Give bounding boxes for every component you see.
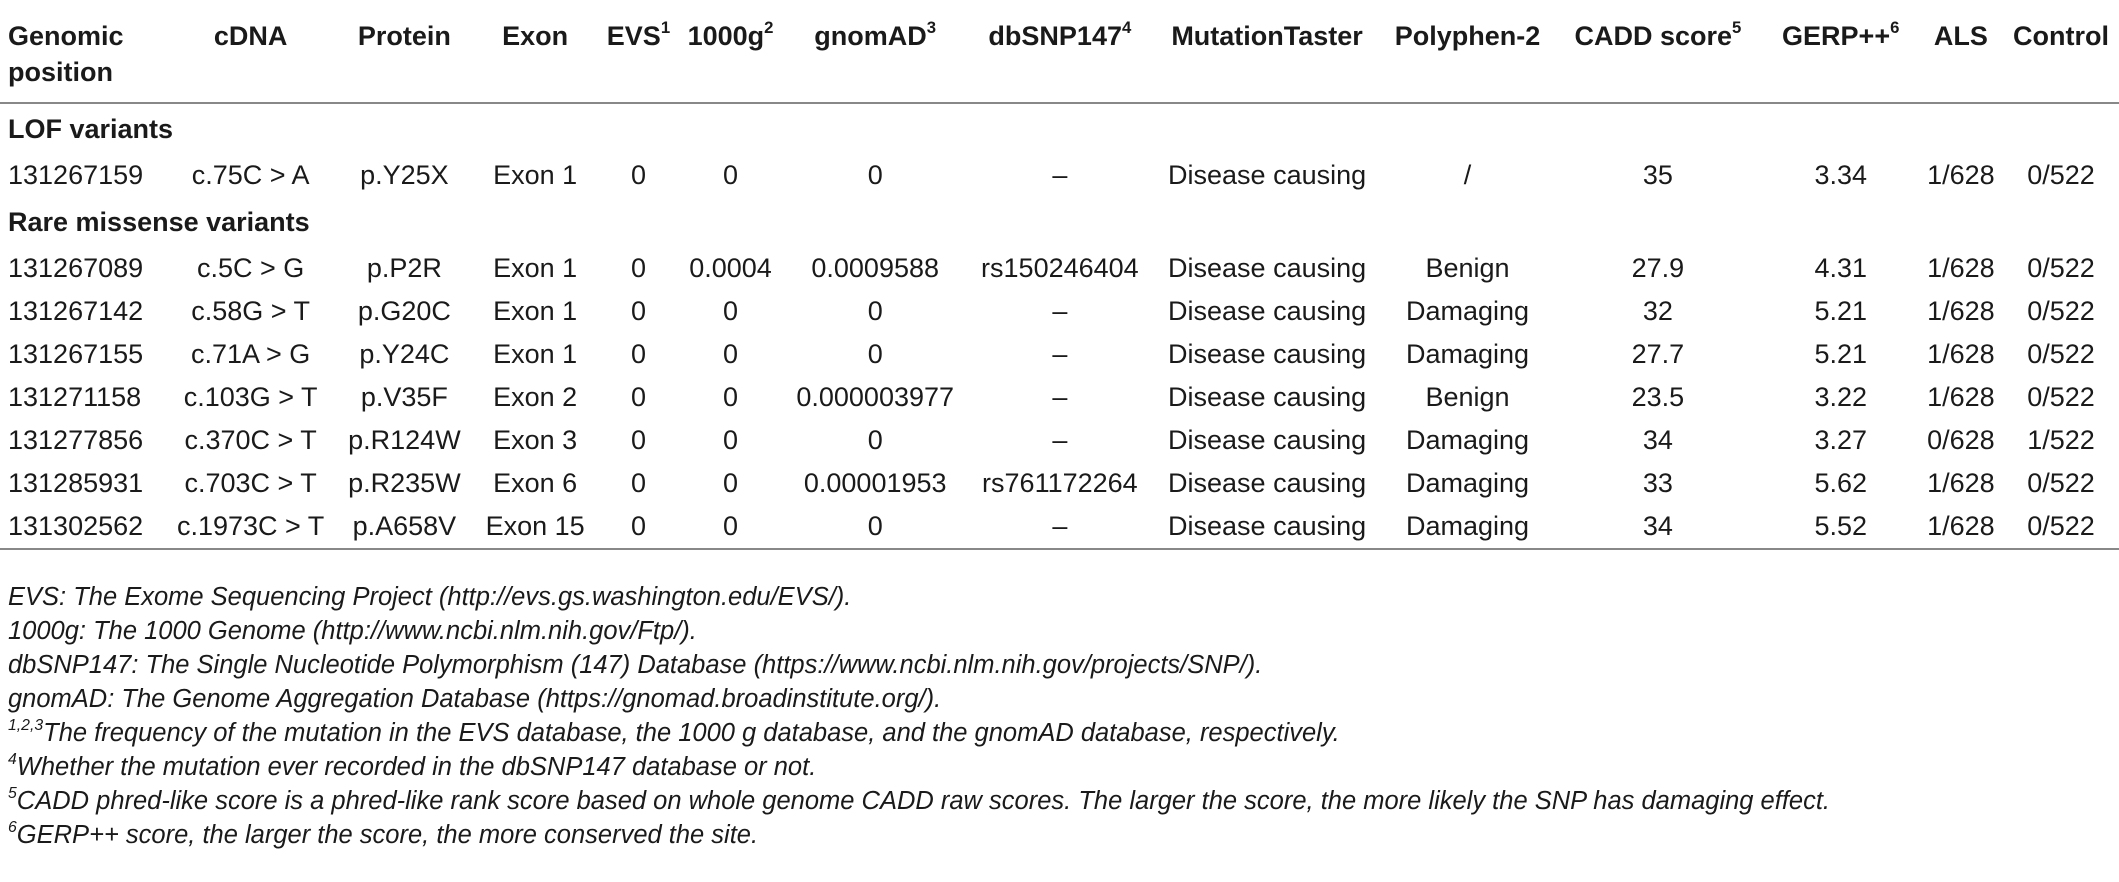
cell-1000g: 0.0004 (689, 253, 772, 283)
table-row (0, 505, 2119, 549)
cell-dbsnp147: rs761172264 (982, 468, 1138, 498)
cell-evs: 0 (630, 339, 646, 369)
col-evs: EVS$^1$ (599, 0, 679, 103)
cell-gerp: 3.22 (1814, 382, 1867, 412)
cell-polyphen2: / (1463, 160, 1472, 190)
cell-mutationtaster: Disease causing (1168, 160, 1367, 190)
cell-1000g: 0 (723, 468, 739, 498)
cell-cadd-score: 34 (1642, 425, 1673, 455)
col-polyphen2: Polyphen-2 (1382, 0, 1553, 103)
cell-control: 0/522 (2027, 339, 2095, 369)
cell-mutationtaster: Disease causing (1168, 468, 1367, 498)
cell-gnomad: 0 (867, 160, 883, 190)
footnote-gerp: $^6$GERP++ score, the larger the score, the more conserved the site. (8, 818, 759, 849)
cell-dbsnp147: – (1052, 382, 1068, 412)
table-row (0, 333, 2119, 376)
cell-als: 1/628 (1927, 296, 1995, 326)
cell-gerp: 5.21 (1814, 296, 1867, 326)
cell-evs: 0 (630, 296, 646, 326)
table-row (0, 290, 2119, 333)
footnote-dbsnp147: dbSNP147: The Single Nucleotide Polymorphism (147) Database (https://www.ncbi.nlm.nih.gov/projects/SNP/). (8, 651, 1263, 679)
cell-gnomad: 0.00001953 (803, 468, 947, 498)
cell-1000g: 0 (723, 339, 739, 369)
cell-polyphen2: Benign (1425, 253, 1510, 283)
table-row (0, 419, 2119, 462)
col-gnomad: gnomAD$^3$ (783, 0, 968, 103)
cell-dbsnp147: rs150246404 (981, 253, 1139, 283)
cell-exon: Exon 15 (472, 505, 599, 549)
footnote-gnomad: gnomAD: The Genome Aggregation Database (https://gnomad.broadinstitute.org/). (8, 685, 942, 713)
cell-protein: p.P2R (366, 253, 442, 283)
table-row (0, 247, 2119, 290)
cell-cdna: c.71A > G (190, 339, 311, 369)
cell-genomic-position: 131277856 (8, 425, 144, 455)
cell-cdna: c.1973C > T (164, 505, 337, 549)
cell-cdna: c.5C > G (196, 253, 305, 283)
cell-exon: Exon 1 (493, 296, 578, 326)
cell-cdna: c.58G > T (191, 296, 311, 326)
cell-gnomad: 0 (783, 505, 968, 549)
footnote-evs: EVS: The Exome Sequencing Project (http://evs.gs.washington.edu/EVS/). (8, 583, 852, 611)
col-cadd-score: CADD score$^5$ (1553, 0, 1763, 103)
col-exon: Exon (472, 0, 599, 103)
cell-genomic-position: 131267159 (8, 160, 144, 190)
col-dbsnp147: $dbSNP147^4$ (968, 0, 1153, 103)
cell-gnomad: 0.0009588 (811, 253, 940, 283)
cell-evs: 0 (630, 160, 646, 190)
cell-cadd-score: 23.5 (1631, 382, 1685, 412)
cell-cadd-score: 33 (1642, 468, 1673, 498)
col-1000g: $1000g^2$ (678, 0, 783, 103)
cell-exon: Exon 2 (493, 382, 578, 412)
cell-genomic-position: 131267155 (8, 339, 144, 369)
cell-als: 1/628 (1927, 253, 1995, 283)
cell-gerp: 5.52 (1763, 505, 1919, 549)
section-header-row (0, 103, 2119, 154)
cell-dbsnp147: – (1052, 296, 1068, 326)
cell-genomic-position: 131267089 (8, 253, 144, 283)
footnote-frequency: $^{1,2,3}$The frequency of the mutation in the EVS database, the 1000 g database, and the gnomAD database, respectively. (8, 716, 1340, 747)
cell-genomic-position: 131302562 (0, 505, 164, 549)
cell-evs: 0 (599, 505, 679, 549)
cell-protein: p.R235W (348, 468, 461, 498)
cell-als: 0/628 (1927, 425, 1995, 455)
cell-control: 0/522 (2027, 468, 2095, 498)
cell-protein: p.V35F (360, 382, 448, 412)
cell-protein: p.R124W (348, 425, 461, 455)
cell-als: 1/628 (1927, 160, 1995, 190)
cell-cadd-score: 32 (1642, 296, 1673, 326)
table-header (0, 0, 2119, 103)
cell-cdna: c.703C > T (184, 468, 317, 498)
cell-control: 0/522 (2027, 382, 2095, 412)
cell-mutationtaster: Disease causing (1168, 296, 1367, 326)
cell-polyphen2: Damaging (1406, 468, 1530, 498)
cell-gnomad: 0 (867, 339, 883, 369)
section-header-row (0, 197, 2119, 247)
cell-exon: Exon 1 (493, 339, 578, 369)
cell-protein: p.Y25X (360, 160, 449, 190)
cell-als: 1/628 (1919, 505, 2003, 549)
cell-gerp: 3.34 (1814, 160, 1867, 190)
col-gerp: GERP++$^6$ (1763, 0, 1919, 103)
col-als: ALS (1919, 0, 2003, 103)
cell-gerp: 5.62 (1814, 468, 1867, 498)
table-row (0, 376, 2119, 419)
cell-exon: Exon 6 (493, 468, 578, 498)
cell-control: 0/522 (2027, 296, 2095, 326)
cell-polyphen2: Damaging (1406, 425, 1530, 455)
cell-gerp: 3.27 (1814, 425, 1867, 455)
cell-control: 0/522 (2027, 160, 2095, 190)
cell-polyphen2: Damaging (1382, 505, 1553, 549)
cell-gerp: 5.21 (1814, 339, 1867, 369)
cell-cadd-score: 34 (1553, 505, 1763, 549)
cell-genomic-position: 131267142 (8, 296, 144, 326)
cell-mutationtaster: Disease causing (1168, 425, 1367, 455)
table-footnotes (8, 580, 2109, 852)
col-genomic-position: Genomic position (0, 0, 164, 103)
cell-dbsnp147: – (968, 505, 1153, 549)
cell-protein: p.Y24C (359, 339, 450, 369)
cell-exon: Exon 3 (493, 425, 578, 455)
cell-als: 1/628 (1927, 339, 1995, 369)
col-protein: Protein (337, 0, 471, 103)
cell-1000g: 0 (678, 505, 783, 549)
col-mutationtaster: MutationTaster (1152, 0, 1382, 103)
cell-cadd-score: 27.7 (1631, 339, 1685, 369)
footnote-dbsnp-record: $^4$Whether the mutation ever recorded in the dbSNP147 database or not. (8, 750, 817, 781)
col-control: Control (2003, 0, 2119, 103)
cell-gnomad: 0.000003977 (796, 382, 955, 412)
cell-cdna: c.75C > A (191, 160, 310, 190)
cell-gnomad: 0 (867, 296, 883, 326)
cell-als: 1/628 (1927, 468, 1995, 498)
cell-control: 0/522 (2027, 253, 2095, 283)
cell-cadd-score: 27.9 (1631, 253, 1685, 283)
table-row (0, 154, 2119, 197)
cell-1000g: 0 (723, 425, 739, 455)
cell-als: 1/628 (1927, 382, 1995, 412)
cell-genomic-position: 131271158 (8, 382, 142, 412)
cell-mutationtaster: Disease causing (1168, 382, 1367, 412)
cell-dbsnp147: – (1052, 160, 1068, 190)
cell-protein: p.A658V (337, 505, 471, 549)
cell-exon: Exon 1 (493, 160, 578, 190)
cell-gerp: 4.31 (1814, 253, 1867, 283)
cell-control: 0/522 (2003, 505, 2119, 549)
cell-genomic-position: 131285931 (8, 468, 144, 498)
cell-evs: 0 (630, 382, 646, 412)
cell-polyphen2: Damaging (1406, 296, 1530, 326)
cell-polyphen2: Damaging (1406, 339, 1530, 369)
cell-1000g: 0 (723, 160, 739, 190)
table-body (0, 103, 2119, 549)
cell-mutationtaster: Disease causing (1152, 505, 1382, 549)
cell-exon: Exon 1 (493, 253, 578, 283)
cell-polyphen2: Benign (1425, 382, 1510, 412)
cell-evs: 0 (630, 468, 646, 498)
cell-mutationtaster: Disease causing (1168, 253, 1367, 283)
table-row (0, 462, 2119, 505)
footnote-cadd: $^5$CADD phred-like score is a phred-like rank score based on whole genome CADD raw scores. The larger the score, the more likely the SNP has damaging effect. (8, 784, 1831, 815)
cell-control: 1/522 (2027, 425, 2095, 455)
cell-evs: 0 (630, 253, 646, 283)
cell-cdna: c.103G > T (183, 382, 318, 412)
cell-1000g: 0 (723, 382, 739, 412)
cell-mutationtaster: Disease causing (1168, 339, 1367, 369)
cell-cdna: c.370C > T (184, 425, 317, 455)
col-cdna: cDNA (164, 0, 337, 103)
cell-cadd-score: 35 (1642, 160, 1673, 190)
section-title: Rare missense variants (8, 207, 310, 237)
cell-dbsnp147: – (1052, 339, 1068, 369)
cell-dbsnp147: – (1052, 425, 1068, 455)
cell-evs: 0 (630, 425, 646, 455)
cell-1000g: 0 (723, 296, 739, 326)
cell-protein: p.G20C (357, 296, 451, 326)
cell-gnomad: 0 (867, 425, 883, 455)
section-title: LOF variants (8, 114, 174, 144)
footnote-1000g: 1000g: The 1000 Genome (http://www.ncbi.nlm.nih.gov/Ftp/). (8, 617, 697, 645)
